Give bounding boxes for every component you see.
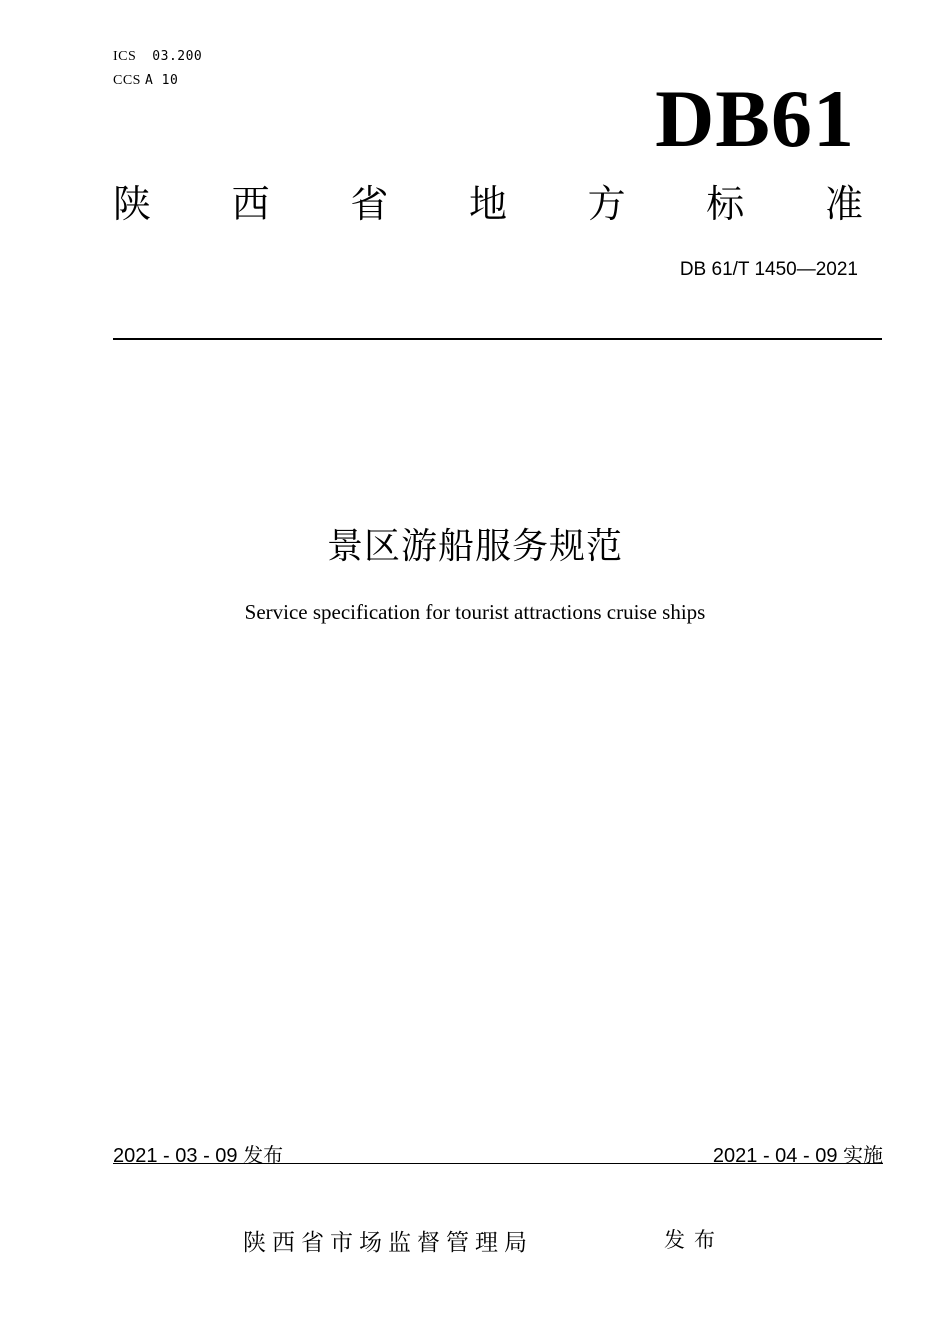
category-char: 省: [350, 182, 389, 226]
category-char: 地: [468, 182, 507, 226]
issue-label: 发布: [664, 1228, 724, 1252]
bottom-divider: [113, 1163, 883, 1164]
issue-date: 2021 - 03 - 09 发布: [113, 1145, 284, 1167]
category-char: 方: [587, 182, 626, 226]
implementation-date: 2021 - 04 - 09 实施: [712, 1145, 883, 1167]
category-char: 西: [231, 182, 270, 226]
ics-label: ICS: [113, 49, 137, 64]
standard-number: DB 61/T 1450—2021: [679, 259, 858, 280]
ics-code: 03.200: [152, 49, 203, 64]
ccs-classification: [113, 73, 178, 89]
document-title-english: Service specification for tourist attractions cruise ships: [244, 600, 706, 624]
standard-category-title: [113, 182, 863, 226]
category-char: 陕: [113, 182, 152, 226]
document-title-chinese: 景区游船服务规范: [326, 526, 623, 567]
top-divider: [113, 338, 882, 340]
issuing-authority: 陕西省市场监督管理局: [243, 1230, 533, 1256]
standard-type-code: DB61: [655, 73, 855, 164]
category-char: 标: [706, 182, 745, 226]
ccs-code: A 10: [144, 73, 179, 88]
ccs-label: CCS: [113, 73, 141, 88]
category-char: 准: [824, 182, 863, 226]
ics-classification: [113, 49, 202, 65]
